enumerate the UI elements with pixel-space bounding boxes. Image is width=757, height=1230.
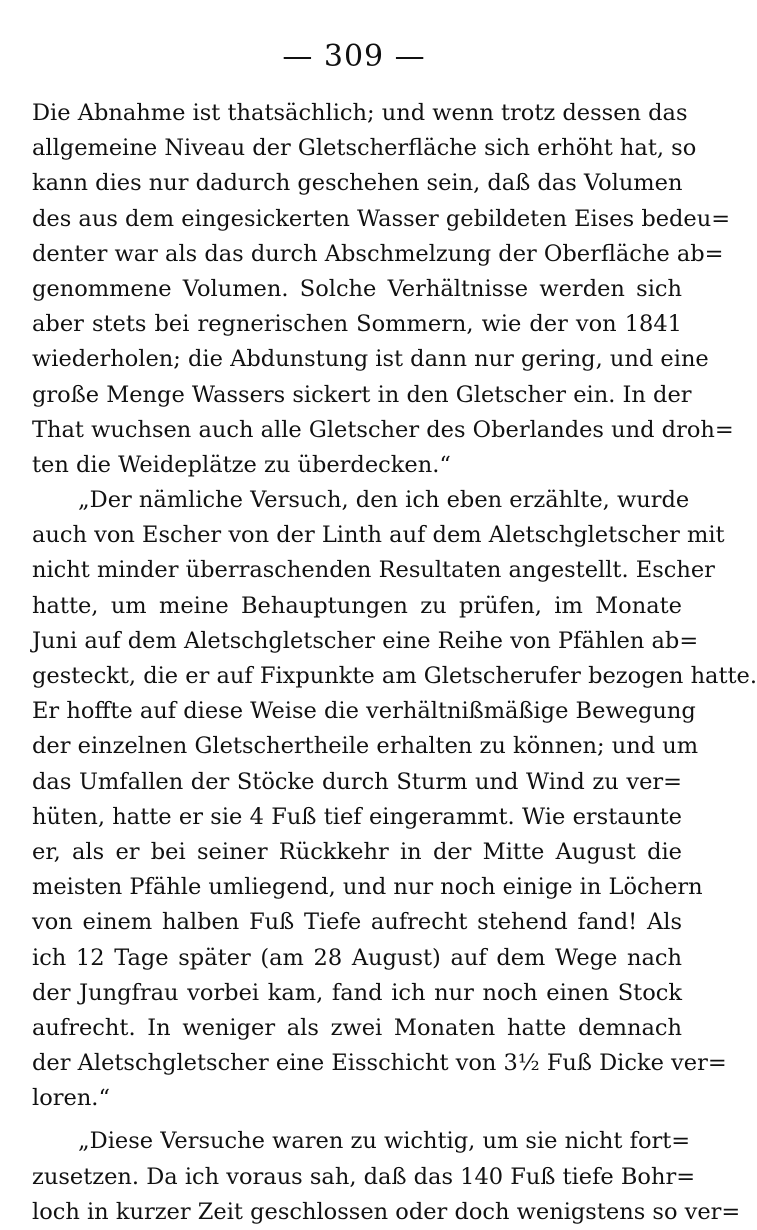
text-line: Juni auf dem Aletschgletscher eine Reihe von Pfählen ab=: [32, 627, 699, 654]
text-line: genommene Volumen. Solche Verhältnisse werden sich: [32, 275, 682, 302]
text-line: ten die Weideplätze zu überdecken.“: [32, 451, 451, 478]
text-line: der einzelnen Gletschertheile erhalten zu können; und um: [32, 733, 699, 760]
text-line: hüten, hatte er sie 4 Fuß tief eingerammt. Wie erstaunte: [32, 803, 682, 830]
text-line: That wuchsen auch alle Gletscher des Oberlandes und droh=: [32, 416, 734, 443]
text-line: Die Abnahme ist thatsächlich; und wenn trotz dessen das: [32, 100, 688, 126]
text-line: allgemeine Niveau der Gletscherfläche sich erhöht hat, so: [32, 135, 697, 162]
text-line: der Jungfrau vorbei kam, fand ich nur noch einen Stock: [32, 979, 682, 1006]
text-line: loch in kurzer Zeit geschlossen oder doch wenigstens so ver=: [32, 1198, 741, 1225]
text-line: nicht minder überraschenden Resultaten angestellt. Escher: [32, 557, 715, 584]
paragraph-3: [32, 1124, 741, 1230]
text-line: gesteckt, die er auf Fixpunkte am Gletscherufer bezogen hatte.: [32, 663, 757, 689]
text-line: aufrecht. In weniger als zwei Monaten hatte demnach: [32, 1014, 682, 1041]
text-line: hatte, um meine Behauptungen zu prüfen, im Monate: [32, 592, 682, 619]
text-line: denter war als das durch Abschmelzung der Oberfläche ab=: [32, 240, 724, 267]
text-line: kann dies nur dadurch geschehen sein, daß das Volumen: [32, 170, 683, 197]
text-line: wiederholen; die Abdunstung ist dann nur gering, und eine: [32, 346, 709, 373]
text-line: auch von Escher von der Linth auf dem Aletschgletscher mit: [32, 522, 725, 549]
text-line: Er hoffte auf diese Weise die verhältnißmäßige Bewegung: [32, 698, 696, 725]
paragraph-1: [32, 96, 734, 483]
page-body-text: [32, 96, 757, 1230]
text-line: loren.“: [32, 1085, 110, 1112]
text-line: meisten Pfähle umliegend, und nur noch einige in Löchern: [32, 874, 703, 901]
text-line: des aus dem eingesickerten Wasser gebildeten Eises bedeu=: [32, 205, 731, 232]
text-line: zusetzen. Da ich voraus sah, daß das 140 Fuß tiefe Bohr=: [32, 1163, 696, 1190]
text-line: große Menge Wassers sickert in den Gletscher ein. In der: [32, 381, 692, 408]
paragraph-2: [32, 483, 757, 1116]
text-line: „Der nämliche Versuch, den ich eben erzählte, wurde: [78, 487, 690, 514]
text-line: das Umfallen der Stöcke durch Sturm und Wind zu ver=: [32, 768, 682, 795]
text-line: er, als er bei seiner Rückkehr in der Mitte August die: [32, 838, 682, 865]
text-line: von einem halben Fuß Tiefe aufrecht stehend fand! Als: [32, 909, 682, 936]
text-line: „Diese Versuche waren zu wichtig, um sie nicht fort=: [78, 1128, 691, 1155]
page-number: — 309 —: [282, 39, 426, 74]
text-line: ich 12 Tage später (am 28 August) auf dem Wege nach: [32, 944, 682, 971]
text-line: der Aletschgletscher eine Eisschicht von 3½ Fuß Dicke ver=: [32, 1050, 727, 1077]
text-line: aber stets bei regnerischen Sommern, wie der von 1841: [32, 311, 682, 338]
